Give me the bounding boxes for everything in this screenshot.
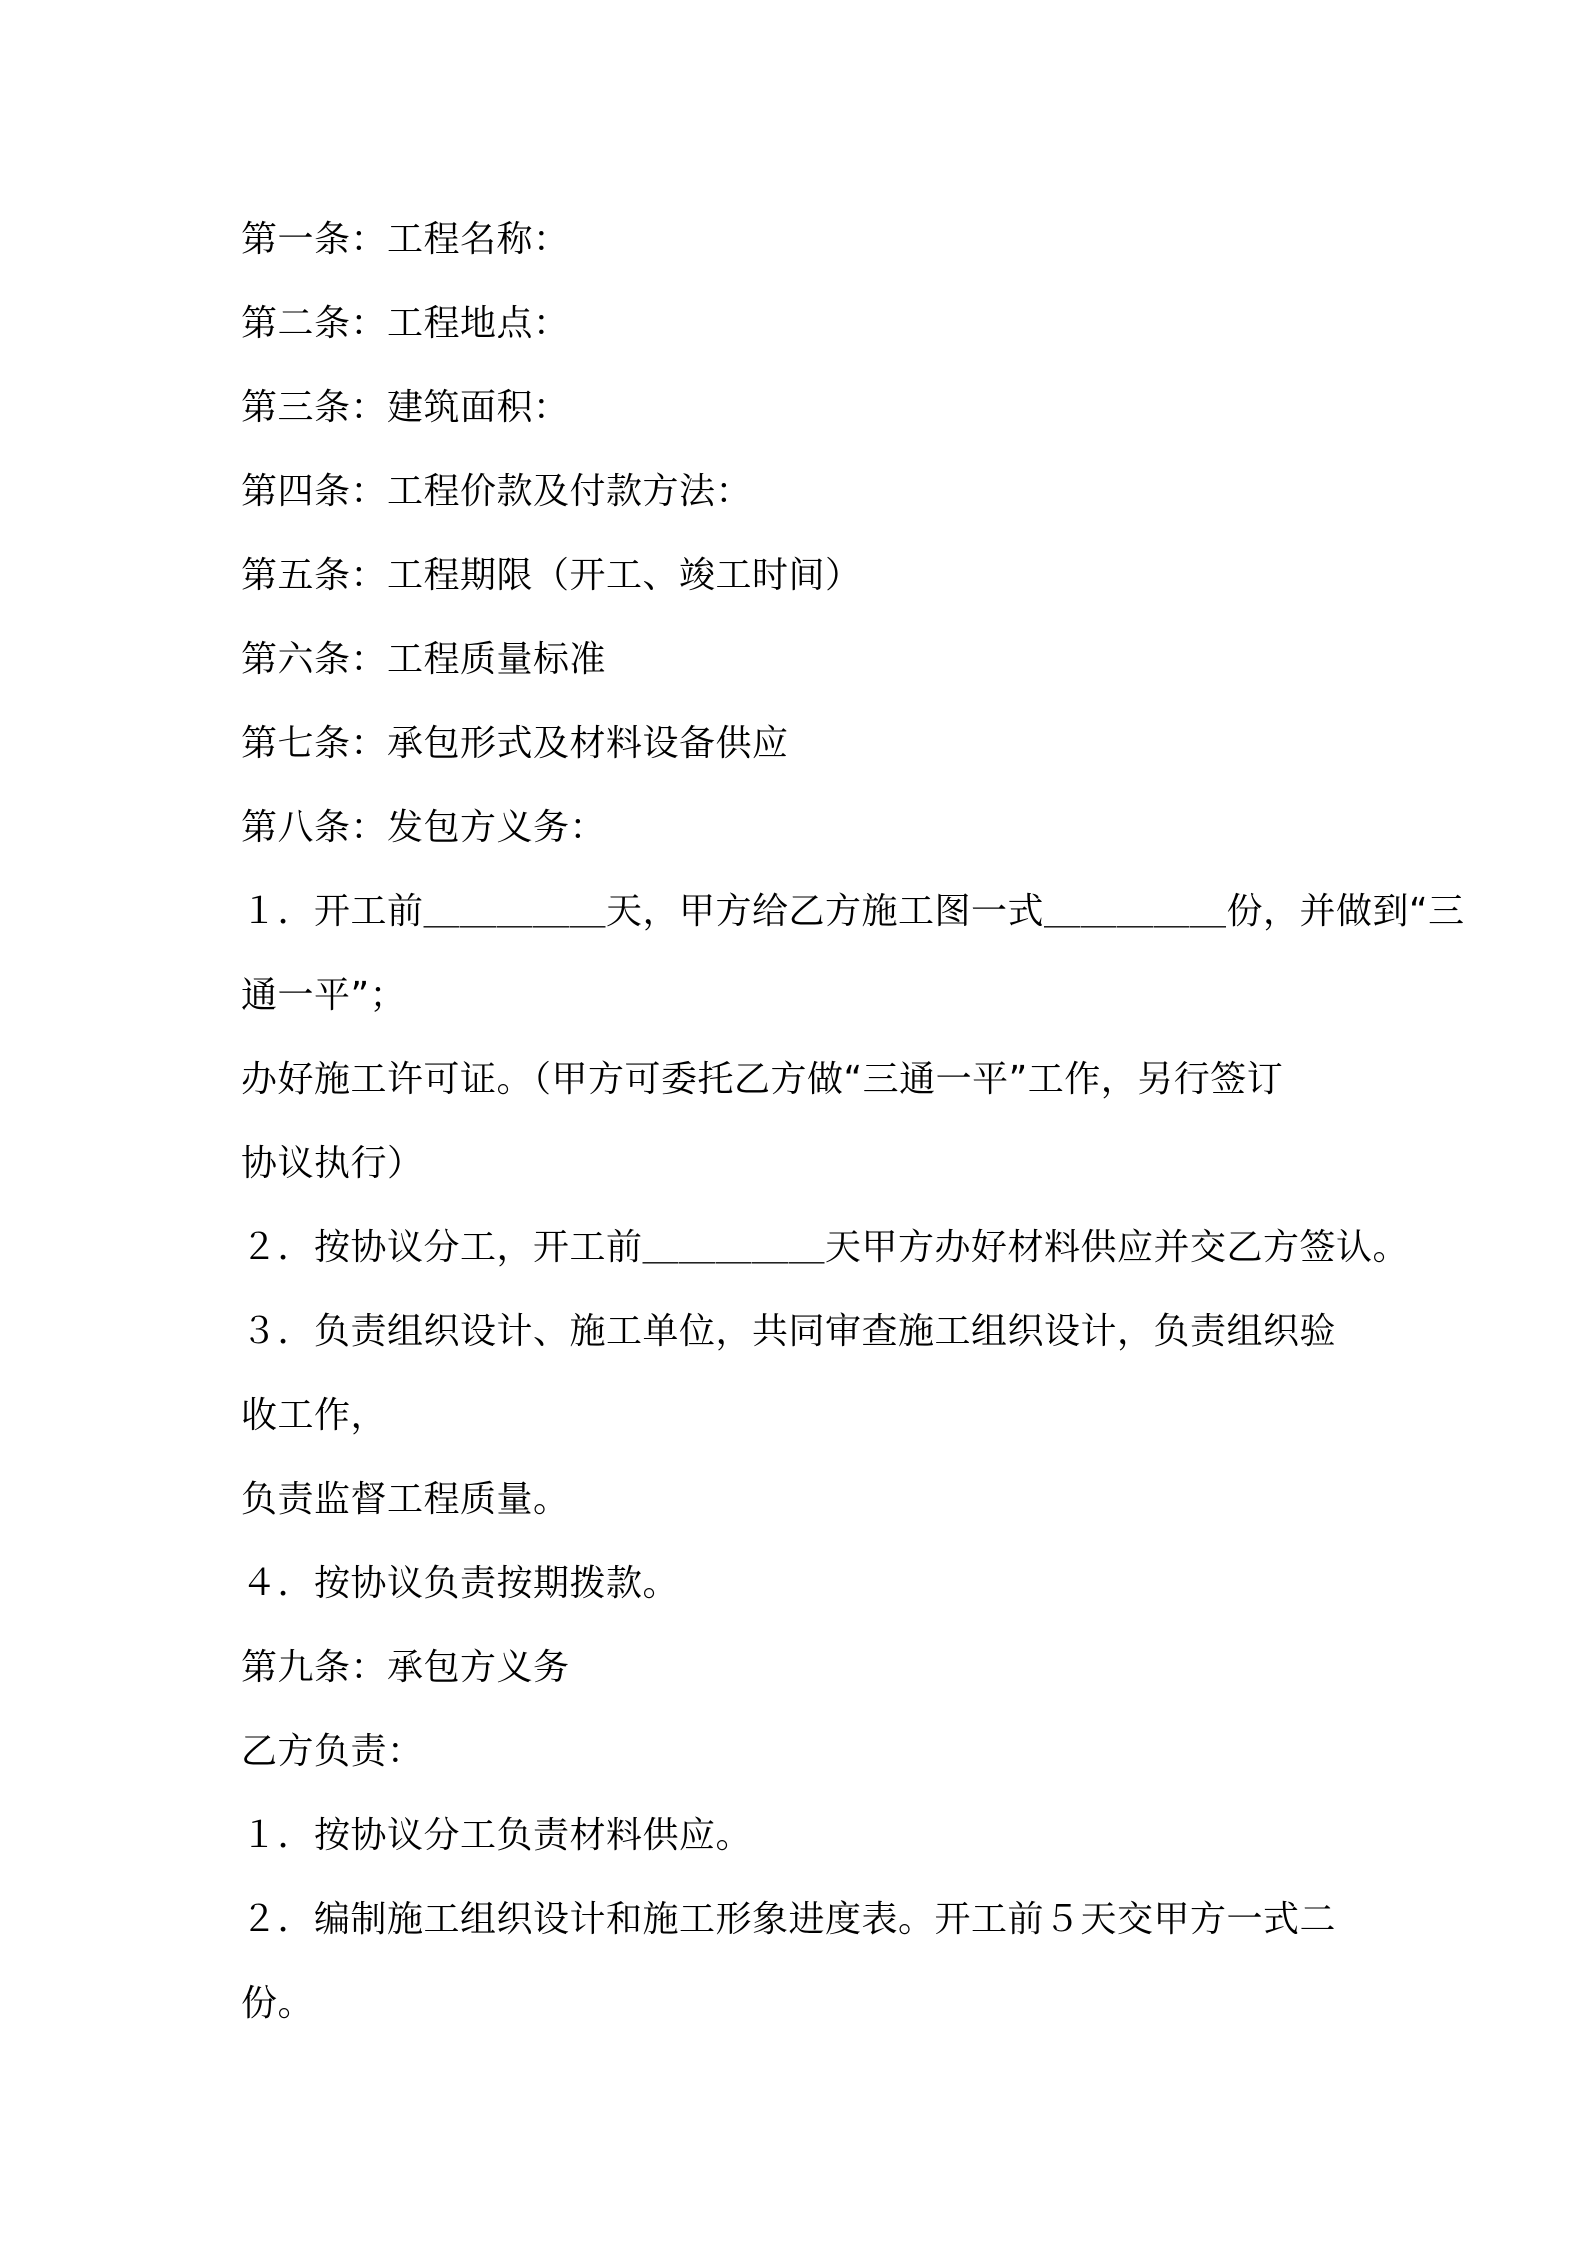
clause-8-item-3-line-b: 收工作， <box>241 1395 388 1436</box>
clause-9-intro-line: 乙方负责： <box>241 1731 424 1772</box>
clause-8-item-2-line: ２．按协议分工，开工前＿＿＿＿＿天甲方办好材料供应并交乙方签认。 <box>241 1227 1410 1268</box>
clause-8-item-3-line-c: 负责监督工程质量。 <box>241 1479 570 1520</box>
clause-4-line: 第四条：工程价款及付款方法： <box>241 471 753 512</box>
clause-8-item-1-line-a: １．开工前＿＿＿＿＿天，甲方给乙方施工图一式＿＿＿＿＿份，并做到“三 <box>241 891 1465 932</box>
clause-9-line: 第九条：承包方义务 <box>241 1647 570 1688</box>
clause-8-item-1-line-c: 办好施工许可证。（甲方可委托乙方做“三通一平”工作，另行签订 <box>241 1059 1284 1100</box>
clause-8-line: 第八条：发包方义务： <box>241 807 607 848</box>
clause-7-line: 第七条：承包形式及材料设备供应 <box>241 723 789 764</box>
clause-5-line: 第五条：工程期限（开工、竣工时间） <box>241 555 862 596</box>
clause-8-item-1-line-d: 协议执行） <box>241 1143 424 1184</box>
clause-1-line: 第一条：工程名称： <box>241 219 570 260</box>
clause-2-line: 第二条：工程地点： <box>241 303 570 344</box>
clause-6-line: 第六条：工程质量标准 <box>241 639 607 680</box>
clause-8-item-4-line: ４．按协议负责按期拨款。 <box>241 1563 680 1604</box>
clause-3-line: 第三条：建筑面积： <box>241 387 570 428</box>
document-body <box>241 198 1465 2046</box>
clause-9-item-2-line-b: 份。 <box>241 1983 315 2024</box>
clause-9-item-2-line-a: ２．编制施工组织设计和施工形象进度表。开工前５天交甲方一式二 <box>241 1899 1337 1940</box>
clause-8-item-1-line-b: 通一平”； <box>241 975 407 1016</box>
clause-8-item-3-line-a: ３．负责组织设计、施工单位，共同审查施工组织设计，负责组织验 <box>241 1311 1337 1352</box>
clause-9-item-1-line: １．按协议分工负责材料供应。 <box>241 1815 753 1856</box>
